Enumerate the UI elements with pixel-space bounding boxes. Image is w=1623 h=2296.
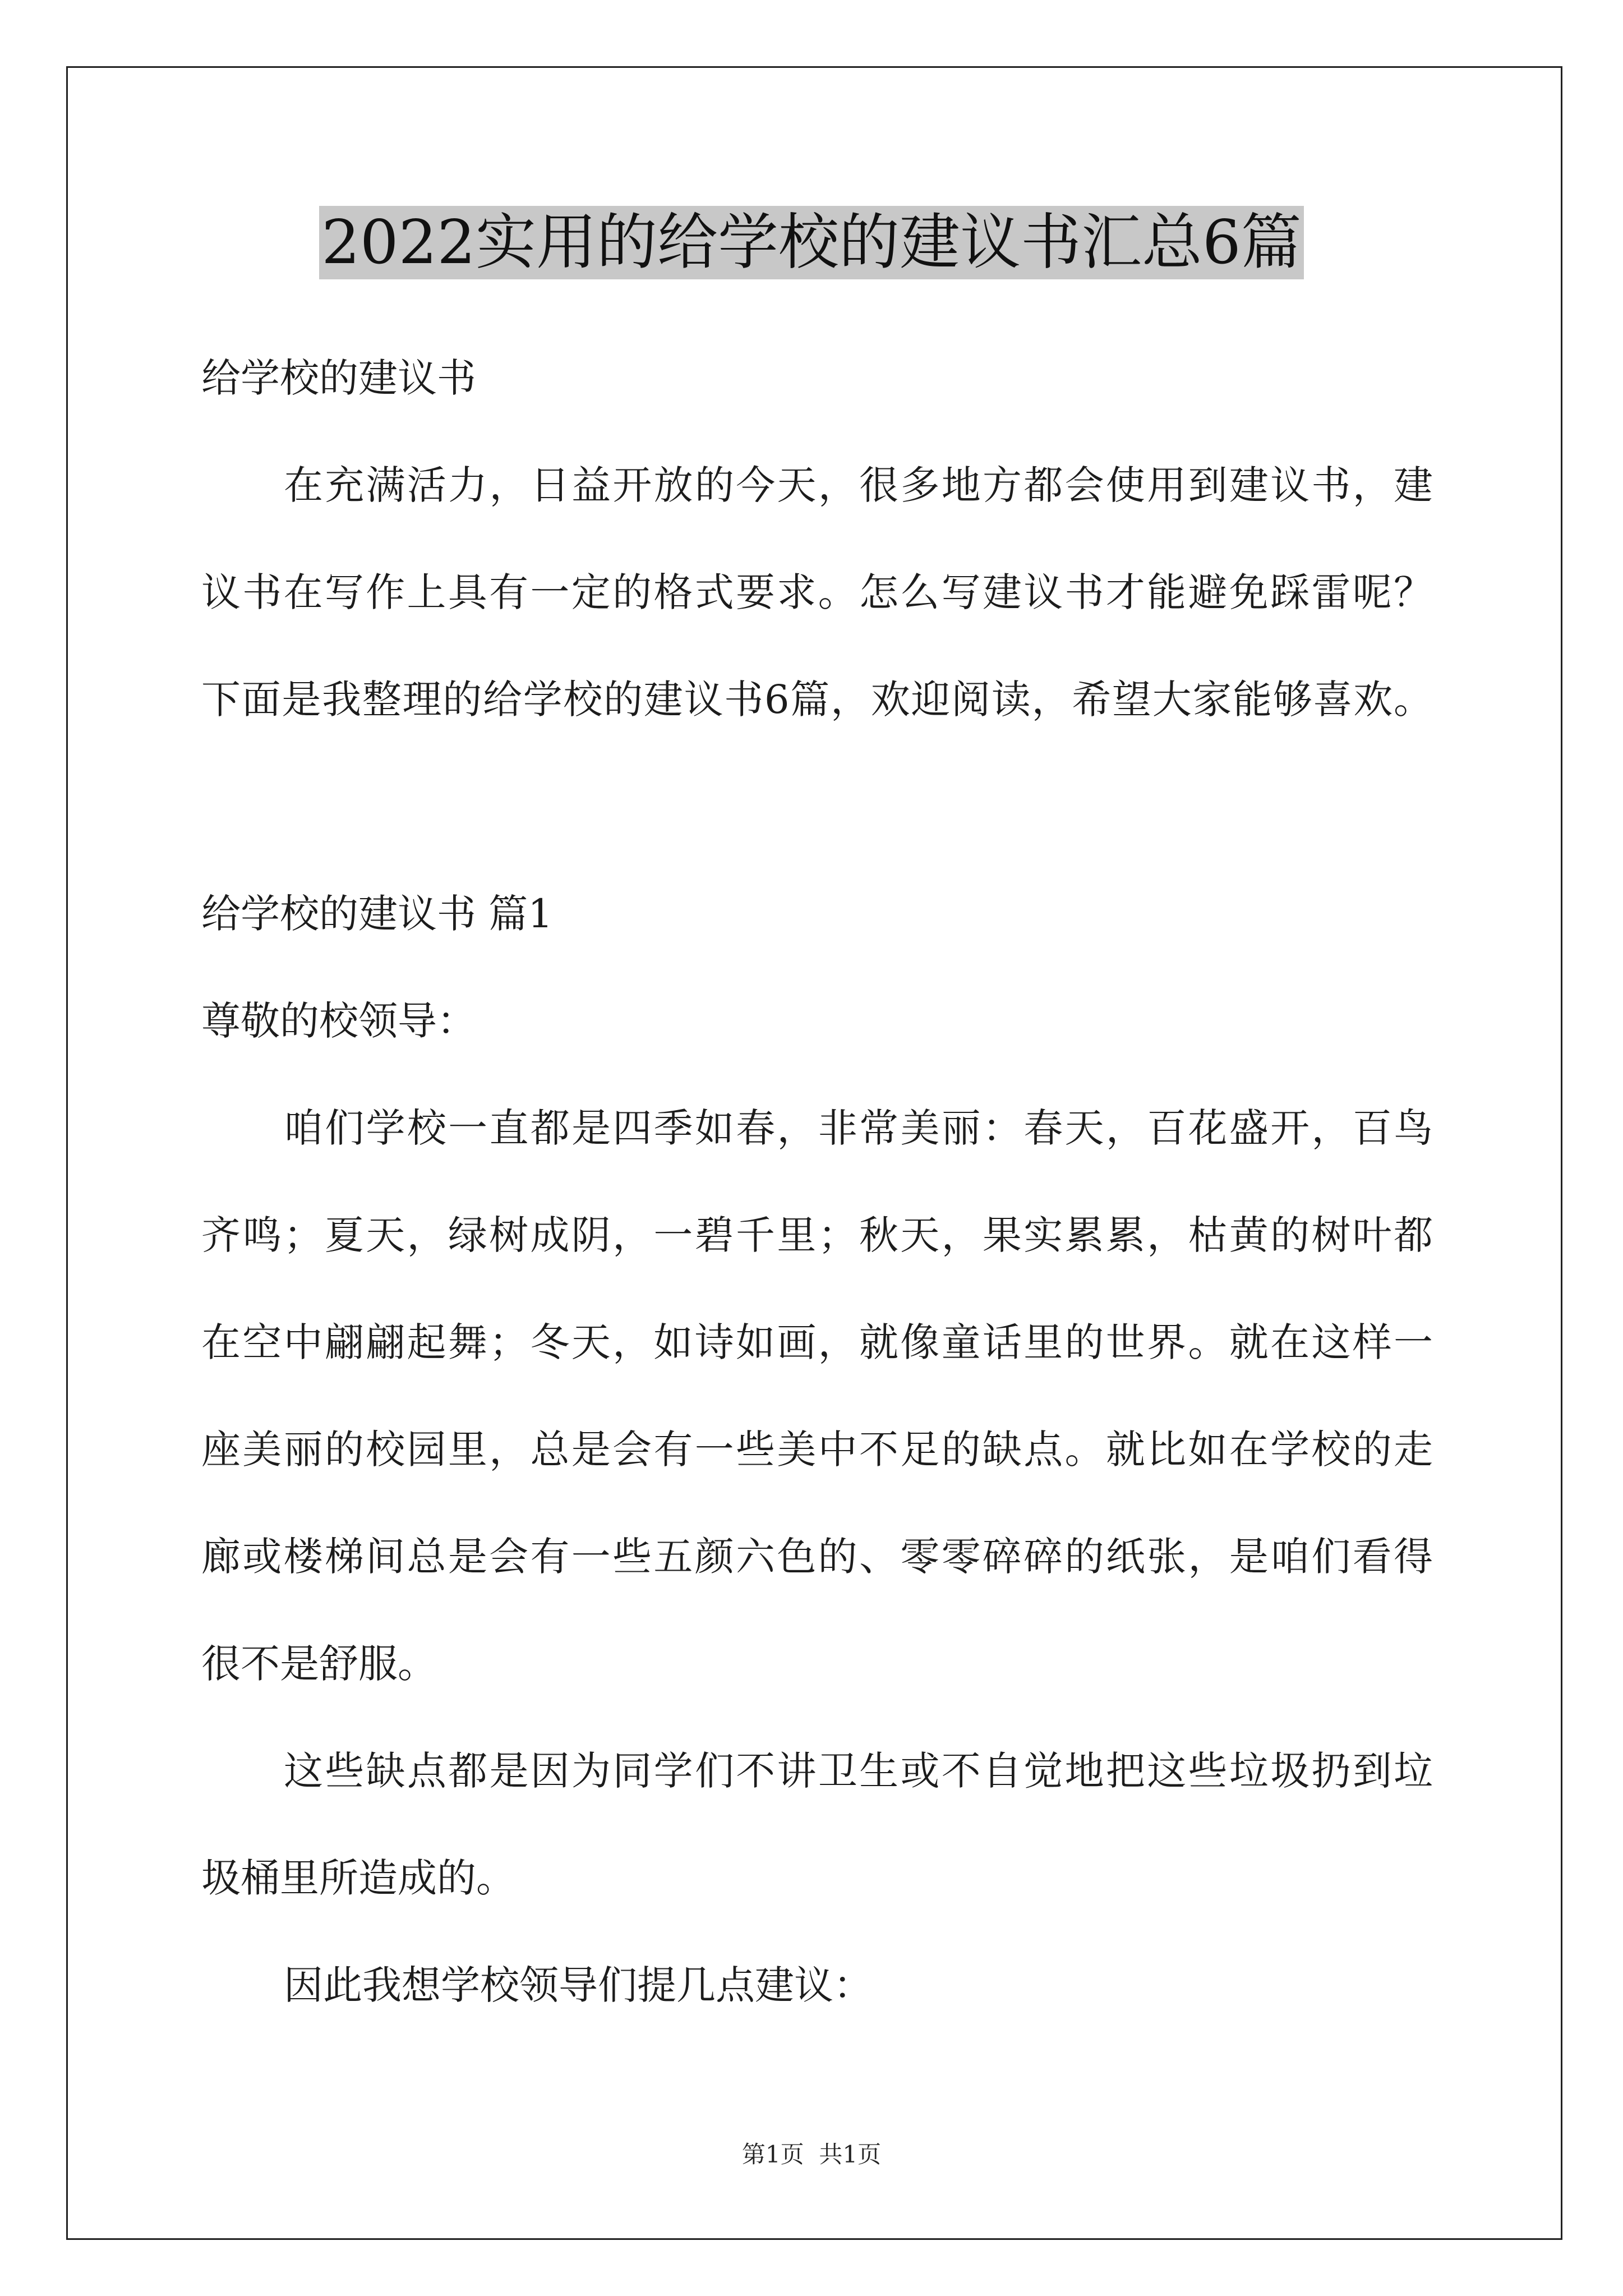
intro-paragraph [201,432,1433,753]
page-footer: 第1页 共1页 [741,2141,882,2168]
paragraph-line: 圾桶里所造成的。 [201,1855,515,1901]
article-paragraph [201,1718,1433,1932]
paragraph-line: 廊或楼梯间总是会有一些五颜六色的、零零碎碎的纸张，是咱们看得 [201,1534,1433,1580]
paragraph-line: 议书在写作上具有一定的格式要求。怎么写建议书才能避免踩雷呢？ [201,569,1433,615]
document-body [201,325,1433,2039]
title-row [0,206,1623,279]
paragraph-line: 在充满活力，日益开放的今天，很多地方都会使用到建议书，建 [284,462,1433,508]
paragraph-line: 很不是舒服。 [201,1641,437,1687]
paragraph-line: 座美丽的校园里，总是会有一些美中不足的缺点。就比如在学校的走 [201,1427,1433,1473]
salutation: 尊敬的校领导： [201,998,476,1044]
intro-heading: 给学校的建议书 [201,355,476,401]
blank-line [201,753,1433,861]
article-paragraph [201,1932,1433,2039]
article-paragraph [201,1075,1433,1718]
paragraph-line: 齐鸣；夏天，绿树成阴，一碧千里；秋天，果实累累，枯黄的树叶都 [201,1212,1433,1258]
paragraph-line: 下面是我整理的给学校的建议书6篇，欢迎阅读，希望大家能够喜欢。 [201,677,1433,723]
paragraph-line: 在空中翩翩起舞；冬天，如诗如画，就像童话里的世界。就在这样一 [201,1319,1433,1365]
document-title: 2022实用的给学校的建议书汇总6篇 [319,206,1304,279]
paragraph-line: 因此我想学校领导们提几点建议： [284,1962,873,2008]
paragraph-line: 咱们学校一直都是四季如春，非常美丽：春天，百花盛开，百鸟 [284,1105,1433,1151]
paragraph-line: 这些缺点都是因为同学们不讲卫生或不自觉地把这些垃圾扔到垃 [284,1748,1433,1794]
article-heading: 给学校的建议书 篇1 [201,891,553,937]
